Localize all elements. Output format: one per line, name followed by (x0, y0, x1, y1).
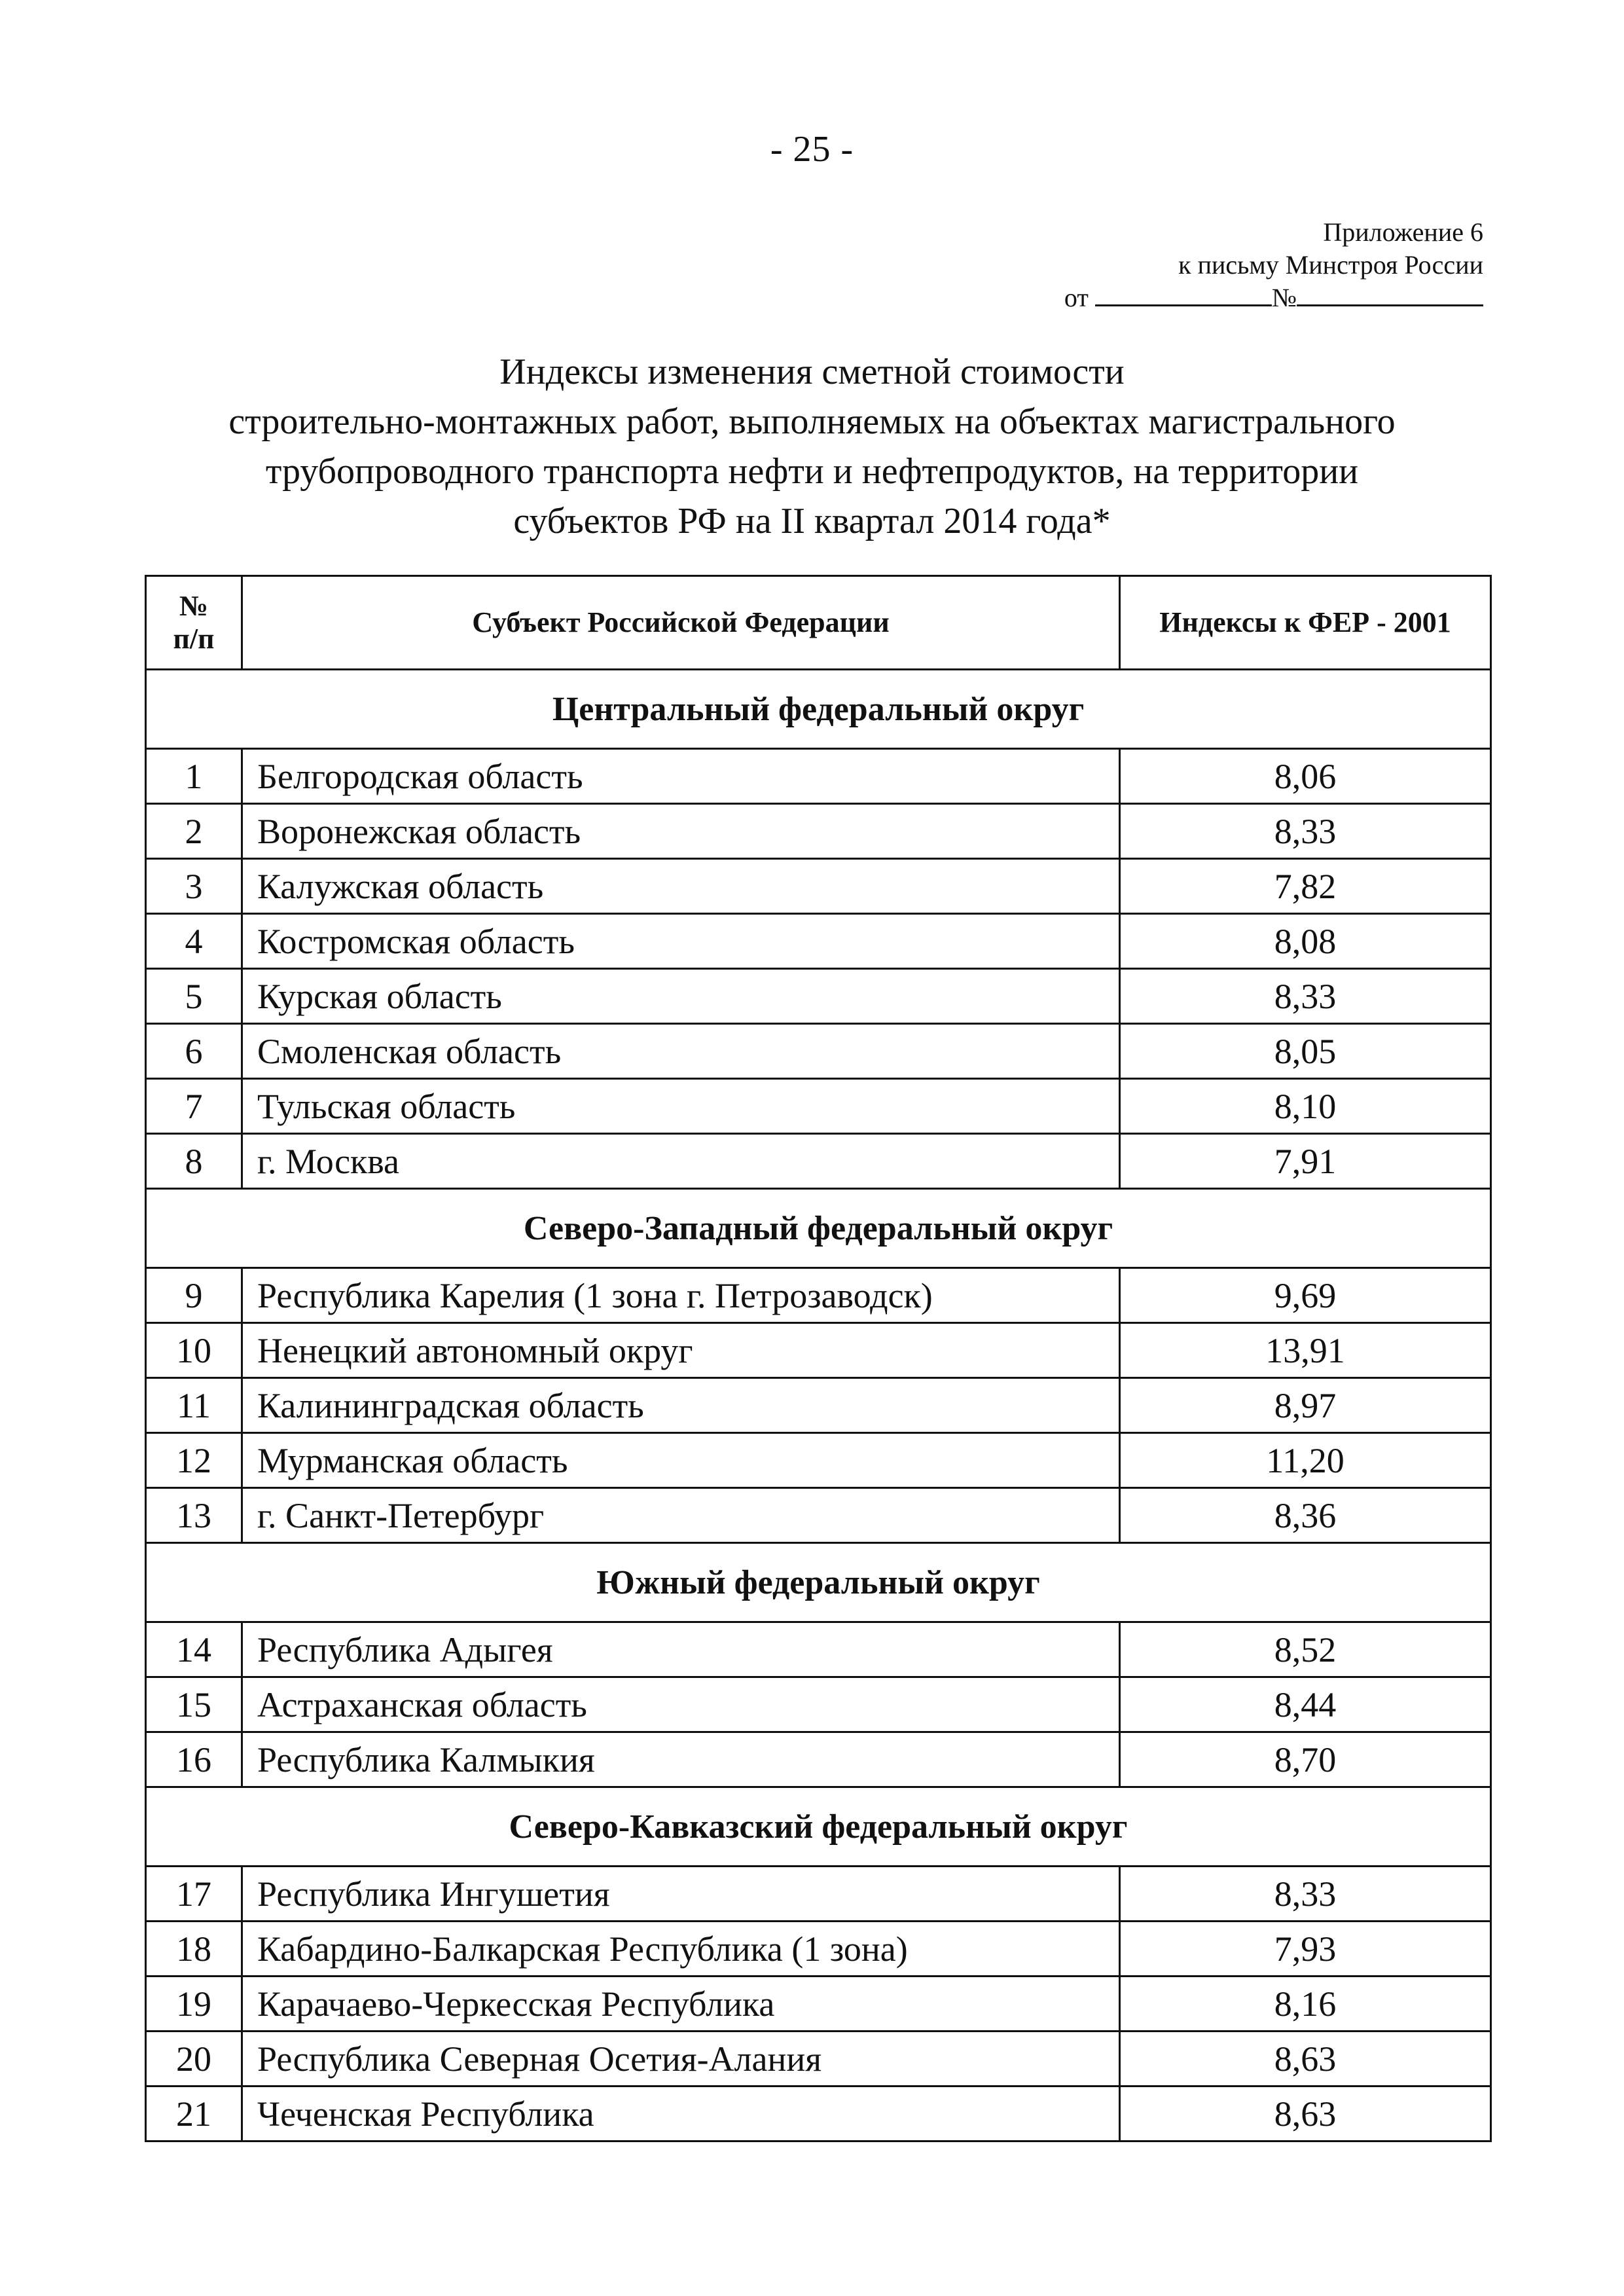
table-row (146, 1867, 1491, 1922)
row-number: 20 (146, 2032, 242, 2086)
index-value: 8,97 (1120, 1378, 1491, 1433)
row-number: 8 (146, 1134, 242, 1189)
subject-name: Смоленская область (242, 1024, 1120, 1079)
appendix-letter-ref: к письму Минстроя России (1178, 250, 1483, 280)
table-header-row (146, 576, 1491, 670)
row-number: 9 (146, 1268, 242, 1323)
district-name: Центральный федеральный округ (146, 670, 1491, 749)
subject-name: Курская область (242, 969, 1120, 1024)
header-subject: Субъект Российской Федерации (242, 576, 1120, 670)
header-index: Индексы к ФЕР - 2001 (1120, 576, 1491, 670)
subject-name: Калужская область (242, 859, 1120, 914)
row-number: 13 (146, 1488, 242, 1543)
table-row (146, 749, 1491, 804)
subject-name: Белгородская область (242, 749, 1120, 804)
row-number: 10 (146, 1323, 242, 1378)
district-name: Северо-Западный федеральный округ (146, 1189, 1491, 1268)
table-row (146, 1268, 1491, 1323)
row-number: 6 (146, 1024, 242, 1079)
document-title (0, 347, 1624, 546)
table-row (146, 859, 1491, 914)
row-number: 2 (146, 804, 242, 859)
index-value: 7,93 (1120, 1922, 1491, 1977)
row-number: 21 (146, 2086, 242, 2141)
subject-name: Астраханская область (242, 1677, 1120, 1732)
row-number: 5 (146, 969, 242, 1024)
subject-name: Ненецкий автономный округ (242, 1323, 1120, 1378)
index-value: 8,52 (1120, 1622, 1491, 1677)
row-number: 17 (146, 1867, 242, 1922)
table-row (146, 1977, 1491, 2032)
row-number: 15 (146, 1677, 242, 1732)
row-number: 19 (146, 1977, 242, 2032)
appendix-date-number-line (1064, 282, 1483, 314)
index-value: 8,10 (1120, 1079, 1491, 1134)
header-number-sign: № (179, 590, 209, 622)
table-row (146, 1732, 1491, 1787)
table-body (146, 670, 1491, 2141)
row-number: 4 (146, 914, 242, 969)
title-line-4: субъектов РФ на II квартал 2014 года* (513, 501, 1111, 541)
index-value: 8,33 (1120, 804, 1491, 859)
row-number: 1 (146, 749, 242, 804)
index-value: 8,05 (1120, 1024, 1491, 1079)
table-row (146, 1677, 1491, 1732)
index-value: 8,33 (1120, 969, 1491, 1024)
table-row (146, 969, 1491, 1024)
row-number: 11 (146, 1378, 242, 1433)
subject-name: Мурманская область (242, 1433, 1120, 1488)
subject-name: Карачаево-Черкесская Республика (242, 1977, 1120, 2032)
district-row (146, 670, 1491, 749)
subject-name: г. Москва (242, 1134, 1120, 1189)
index-value: 7,82 (1120, 859, 1491, 914)
table-row (146, 914, 1491, 969)
title-line-3: трубопроводного транспорта нефти и нефтепродуктов, на территории (265, 451, 1359, 492)
table-row (146, 1079, 1491, 1134)
district-row (146, 1189, 1491, 1268)
index-value: 8,16 (1120, 1977, 1491, 2032)
from-label: от (1064, 283, 1089, 312)
subject-name: Республика Калмыкия (242, 1732, 1120, 1787)
index-value: 8,36 (1120, 1488, 1491, 1543)
index-value: 8,70 (1120, 1732, 1491, 1787)
row-number: 7 (146, 1079, 242, 1134)
number-blank (1297, 282, 1483, 306)
header-number-abbr: п/п (173, 623, 215, 655)
row-number: 3 (146, 859, 242, 914)
table-row (146, 804, 1491, 859)
index-value: 11,20 (1120, 1433, 1491, 1488)
title-line-2: строительно-монтажных работ, выполняемых на объектах магистрального (228, 401, 1396, 442)
district-name: Северо-Кавказский федеральный округ (146, 1787, 1491, 1867)
table-row (146, 1378, 1491, 1433)
index-value: 8,06 (1120, 749, 1491, 804)
index-value: 8,63 (1120, 2032, 1491, 2086)
table-row (146, 2032, 1491, 2086)
row-number: 12 (146, 1433, 242, 1488)
row-number: 14 (146, 1622, 242, 1677)
subject-name: г. Санкт-Петербург (242, 1488, 1120, 1543)
subject-name: Калининградская область (242, 1378, 1120, 1433)
page-number: - 25 - (770, 129, 854, 170)
table-row (146, 1488, 1491, 1543)
index-value: 8,44 (1120, 1677, 1491, 1732)
index-value: 13,91 (1120, 1323, 1491, 1378)
index-table (145, 575, 1492, 2142)
subject-name: Тульская область (242, 1079, 1120, 1134)
table-row (146, 1323, 1491, 1378)
table-row (146, 1433, 1491, 1488)
district-row (146, 1543, 1491, 1622)
index-value: 9,69 (1120, 1268, 1491, 1323)
district-name: Южный федеральный округ (146, 1543, 1491, 1622)
title-line-1: Индексы изменения сметной стоимости (499, 352, 1125, 392)
subject-name: Кабардино-Балкарская Республика (1 зона) (242, 1922, 1120, 1977)
number-sign: № (1271, 283, 1297, 312)
subject-name: Чеченская Республика (242, 2086, 1120, 2141)
header-number (146, 576, 242, 670)
subject-name: Республика Северная Осетия-Алания (242, 2032, 1120, 2086)
row-number: 18 (146, 1922, 242, 1977)
subject-name: Воронежская область (242, 804, 1120, 859)
index-value: 8,63 (1120, 2086, 1491, 2141)
table-row (146, 1024, 1491, 1079)
district-row (146, 1787, 1491, 1867)
table-row (146, 1622, 1491, 1677)
table-row (146, 2086, 1491, 2141)
table-row (146, 1922, 1491, 1977)
subject-name: Республика Адыгея (242, 1622, 1120, 1677)
subject-name: Республика Ингушетия (242, 1867, 1120, 1922)
row-number: 16 (146, 1732, 242, 1787)
subject-name: Костромская область (242, 914, 1120, 969)
appendix-title: Приложение 6 (1323, 217, 1483, 247)
index-value: 7,91 (1120, 1134, 1491, 1189)
appendix-note (1064, 216, 1483, 314)
subject-name: Республика Карелия (1 зона г. Петрозаводск) (242, 1268, 1120, 1323)
index-value: 8,08 (1120, 914, 1491, 969)
index-value: 8,33 (1120, 1867, 1491, 1922)
table-row (146, 1134, 1491, 1189)
date-blank (1095, 282, 1272, 306)
